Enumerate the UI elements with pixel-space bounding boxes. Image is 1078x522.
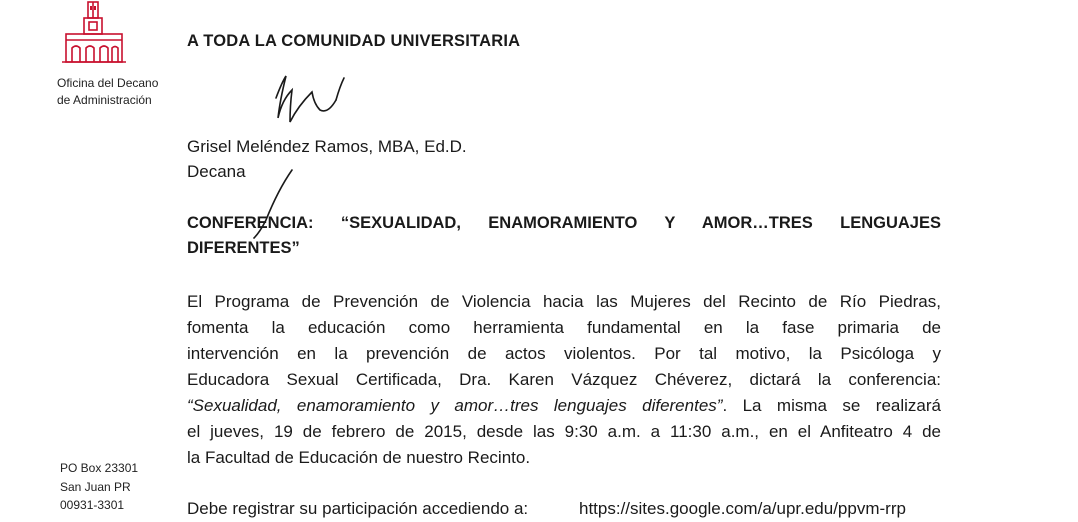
office-line-1: Oficina del Decano — [57, 76, 159, 90]
address-line-3: 00931-3301 — [60, 498, 125, 512]
registration-label: Debe registrar su participación accediendo a: — [187, 499, 529, 518]
letter-heading: A TODA LA COMUNIDAD UNIVERSITARIA — [187, 32, 521, 50]
body-line-5 — [187, 393, 941, 419]
sender-block — [187, 134, 467, 184]
office-name — [57, 75, 158, 109]
office-line-2: de Administración — [57, 93, 152, 107]
subject-line-2: DIFERENTES” — [187, 239, 300, 257]
sender-title: Decana — [187, 162, 246, 181]
body-line-2: fomenta la educación como herramienta fundamental en la fase primaria de — [187, 318, 941, 337]
sender-name: Grisel Meléndez Ramos, MBA, Ed.D. — [187, 137, 467, 156]
postal-address — [60, 459, 138, 515]
university-tower-logo-icon — [60, 0, 128, 64]
body-line-1: El Programa de Prevención de Violencia hacia las Mujeres del Recinto de Río Piedras, — [187, 292, 941, 311]
address-line-1: PO Box 23301 — [60, 461, 139, 475]
conference-title: “Sexualidad, enamoramiento y amor…tres lenguajes diferentes” — [187, 396, 723, 415]
body-line-4: Educadora Sexual Certificada, Dra. Karen Vázquez Chéverez, dictará la conferencia: — [187, 370, 941, 389]
registration-line — [187, 496, 941, 522]
address-line-2: San Juan PR — [60, 479, 131, 494]
body-line-3: intervención en la prevención de actos violentos. Por tal motivo, la Psicóloga y — [187, 344, 941, 363]
body-line-7: la Facultad de Educación de nuestro Recinto. — [187, 448, 531, 467]
subject-line — [187, 211, 941, 261]
body-paragraph — [187, 289, 941, 471]
registration-link[interactable]: https://sites.google.com/a/upr.edu/ppvm-rrp — [579, 499, 906, 518]
body-line-6: el jueves, 19 de febrero de 2015, desde las 9:30 a.m. a 11:30 a.m., en el Anfiteatro 4 de — [187, 422, 941, 441]
subject-line-1: CONFERENCIA: “SEXUALIDAD, ENAMORAMIENTO Y AMOR…TRES LENGUAJES — [187, 214, 941, 232]
body-line-5-rest: . La misma se realizará — [722, 396, 941, 415]
